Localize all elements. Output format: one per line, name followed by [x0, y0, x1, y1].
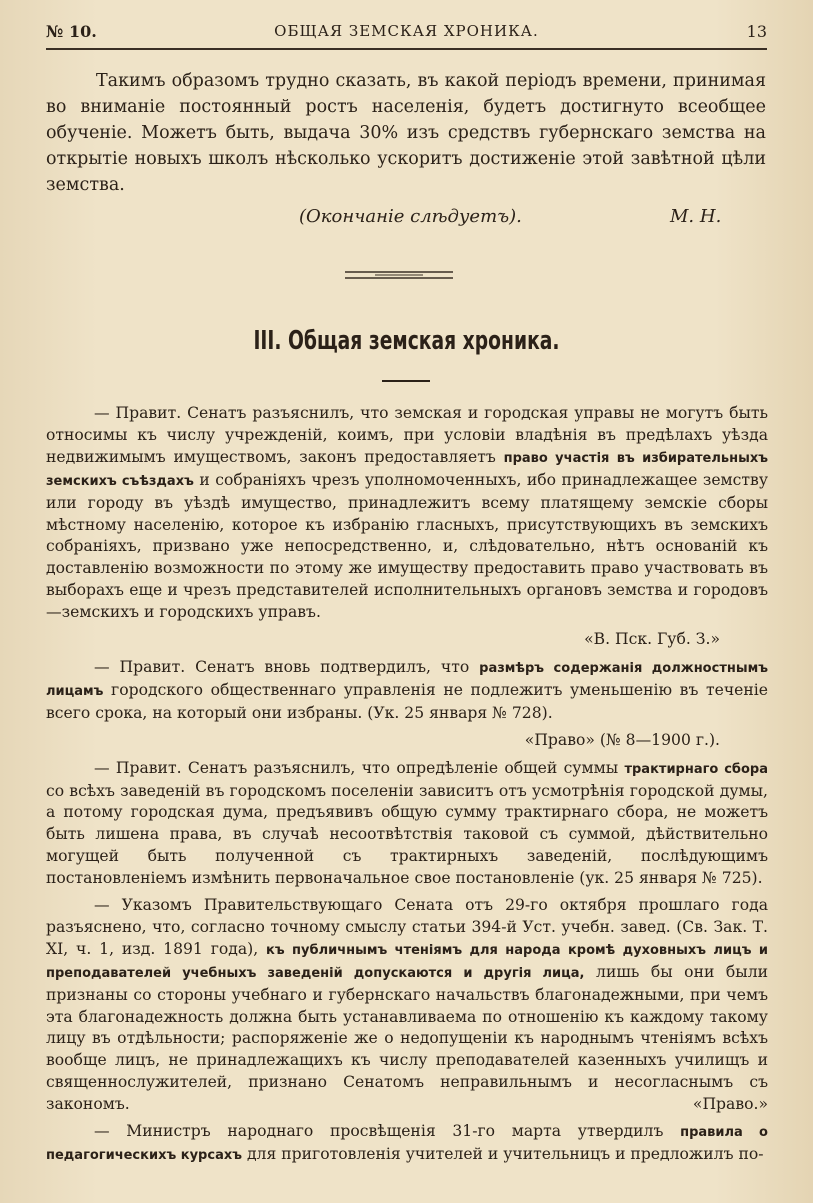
item-text: лишь бы они были признаны со стороны учебнаго и губернскаго начальствъ благонадежными, при чемъ эта благонадежность должна быть устанавливаема по отношенію къ каждому такому лицу въ отдѣльности; распоряженіе же о недопущеніи къ народнымъ чтеніямъ всѣхъ вообще лицъ, не принадлежащихъ къ числу преподавателей казенныхъ училищъ и священнослужителей, признано Сенатомъ неправильнымъ и несогласнымъ съ закономъ. — [46, 962, 768, 1114]
chronicle-item — [46, 1121, 768, 1167]
ornament-divider — [345, 268, 453, 282]
article-end — [46, 206, 766, 234]
chronicle-item — [46, 895, 768, 1116]
item-text: и собраніяхъ чрезъ уполномоченныхъ, ибо принадлежащее земству или городу въ уѣздѣ имущество, принадлежитъ всему платящему земскіе сборы мѣстному населенію, которое къ избранію гласныхъ, присутствующихъ въ земскихъ собраніяхъ, призвано уже непосредственно, и, слѣдовательно, нѣтъ основаній къ доставленію возможности по этому же имуществу предоставить право участвовать въ выборахъ еще и чрезъ представителей исполнительныхъ органовъ земства и городовъ—земскихъ и городскихъ управъ. — [46, 470, 768, 622]
item-text: городского общественнаго управленія не подлежитъ уменьшенію въ теченіе всего срока, на который они избраны. (Ук. 25 января № 728). — [46, 680, 768, 722]
running-title: ОБЩАЯ ЗЕМСКАЯ ХРОНИКА. — [274, 22, 539, 40]
continuation-note: (Окончаніе слѣдуетъ). — [299, 206, 522, 227]
issue-number: № 10. — [46, 22, 97, 41]
item-text: для приготовленія учителей и учительницъ и предложилъ по- — [242, 1145, 764, 1163]
page-header — [46, 20, 767, 50]
item-text: со всѣхъ заведеній въ городскомъ поселеніи зависитъ отъ усмотрѣнія городской думы, а потому городская дума, предъявивъ общую сумму трактирнаго сбора, не можетъ быть лишена права, въ случаѣ несоотвѣтствія таковой съ суммой, дѣйствительно могущей быть полученной съ трактирныхъ заведеній, послѣдующимъ постановленіемъ измѣнить первоначальное свое постановленіе (ук. 25 января № 725). — [46, 781, 768, 888]
item-emphasis: правила о педагогическихъ курсахъ — [46, 1125, 768, 1163]
item-emphasis: къ публичнымъ чтеніямъ для народа кромѣ духовныхъ лицъ и преподавателей учебныхъ заведеній допускаются и другія лица, — [46, 942, 768, 981]
intro-paragraph — [46, 68, 766, 198]
chronicle-body — [46, 403, 768, 1172]
item-source: «Право» (№ 8—1900 г.). — [524, 730, 720, 749]
author-initials: М. Н. — [670, 206, 722, 227]
item-source: «В. Пск. Губ. З.» — [584, 630, 720, 649]
chronicle-item — [46, 758, 768, 890]
item-emphasis: трактирнаго сбора — [624, 761, 768, 777]
item-text: — Правит. Сенатъ вновь подтвердилъ, что — [94, 657, 480, 676]
item-source: «Право.» — [692, 1095, 768, 1114]
intro-text: Такимъ образомъ трудно сказать, въ какой періодъ времени, принимая во вниманіе постоянный ростъ населенія, будетъ достигнуто всеобщее обученіе. Можетъ быть, выдача 30% изъ средствъ губернскаго земства на открытіе новыхъ школъ нѣсколько ускоритъ достиженіе этой завѣтной цѣли земства. — [46, 71, 766, 195]
item-emphasis: размѣръ содержанія должностнымъ лицамъ — [46, 660, 768, 699]
page-number: 13 — [746, 22, 767, 41]
item-text: — Указомъ Правительствующаго Сената отъ 29-го октября прошлаго года разъяснено, что, согласно точному смыслу статьи 394-й Уст. учебн. завед. (Св. Зак. Т. XI, ч. 1, изд. 1891 года), — [46, 896, 768, 958]
chronicle-item — [46, 403, 768, 624]
section-title: III. Общая земская хроника. — [253, 326, 560, 356]
item-text: — Правит. Сенатъ разъяснилъ, что опредѣленіе общей суммы — [94, 758, 625, 777]
item-text: — Министръ народнаго просвѣщенія 31-го марта утвердилъ — [94, 1122, 681, 1141]
section-rule — [382, 380, 430, 382]
item-emphasis: право участія въ избирательныхъ земскихъ съѣздахъ — [46, 450, 768, 489]
chronicle-item — [46, 657, 768, 725]
item-text: — Правит. Сенатъ разъяснилъ, что земская и городская управы не могутъ быть относимы къ числу учрежденій, коимъ, при условіи владѣнія въ предѣлахъ уѣзда недвижимымъ имуществомъ, законъ предоставляетъ — [46, 404, 768, 466]
